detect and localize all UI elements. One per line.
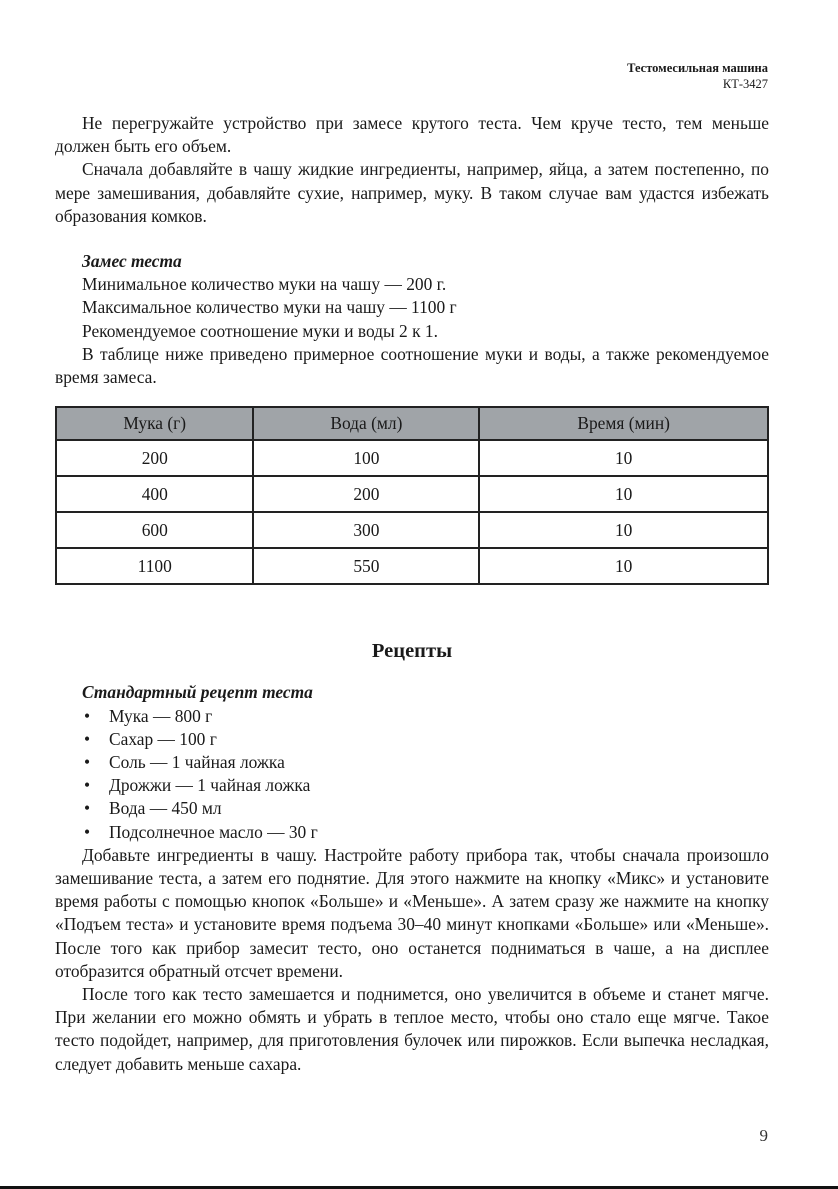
recipe-paragraph-1: Добавьте ингредиенты в чашу. Настройте работу прибора так, чтобы сначала произошло замешивание теста, а затем его поднятие. Для этого нажмите на кнопку «Микс» и установите время работы с помощью кнопок «Больше» и «Меньше». А затем сразу же нажмите на кнопку «Подъем теста» и установите время подъема 30–40 минут кнопками «Больше» или «Меньше». После того как прибор замесит тесто, оно останется подниматься в чаше, а на дисплее отобразится обратный отсчет времени. [55,844,769,981]
running-header [627,60,768,92]
table-row [56,512,768,548]
bullet-icon: • [84,752,91,773]
ingredients-list [55,705,769,844]
list-item [82,797,769,820]
table-header-row [56,407,768,440]
intro-paragraph-1: Не перегружайте устройство при замесе крутого теста. Чем круче тесто, тем меньше должен быть его объем. [55,113,769,157]
table-row [56,548,768,584]
intro-paragraph-2: Сначала добавляйте в чашу жидкие ингредиенты, например, яйца, а затем постепенно, по мере замешивания, добавляйте сухие, например, муку. В таком случае вам удастся избежать образования комков. [55,159,769,226]
list-item [82,821,769,844]
cell-water: 300 [253,512,479,548]
kneading-ratio: Рекомендуемое соотношение муки и воды 2 к 1. [82,320,438,341]
kneading-subheading: Замес теста [82,251,182,272]
header-model: КТ-3427 [722,77,768,91]
bullet-icon: • [84,821,91,842]
page-content [55,112,769,1076]
cell-flour: 400 [56,476,253,512]
ingredient-text: Подсолнечное масло — 30 г [109,821,318,842]
cell-water: 100 [253,440,479,476]
list-item [82,705,769,728]
bullet-icon: • [84,728,91,749]
header-title: Тестомесильная машина [627,61,768,75]
cell-water: 550 [253,548,479,584]
flour-water-table [55,406,769,585]
bullet-icon: • [84,775,91,796]
bullet-icon: • [84,705,91,726]
ingredient-text: Мука — 800 г [109,705,213,726]
recipe-paragraph-2: После того как тесто замешается и поднимется, оно увеличится в объеме и станет мягче. При желании его можно обмять и убрать в теплое место, чтобы оно стало еще мягче. Такое тесто подойдет, например, для приготовления булочек или пирожков. Если выпечка несладкая, следует добавить меньше сахара. [55,984,769,1074]
cell-flour: 200 [56,440,253,476]
kneading-min-flour: Минимальное количество муки на чашу — 200 г. [82,274,447,295]
cell-time: 10 [479,440,768,476]
column-header-water: Вода (мл) [253,407,479,440]
table-row [56,476,768,512]
section-title-recipes: Рецепты [371,640,453,663]
kneading-max-flour: Максимальное количество муки на чашу — 1100 г [82,297,457,318]
list-item [82,751,769,774]
recipe-subheading: Стандартный рецепт теста [82,682,313,703]
cell-flour: 600 [56,512,253,548]
cell-water: 200 [253,476,479,512]
ingredient-text: Соль — 1 чайная ложка [109,752,285,773]
cell-flour: 1100 [56,548,253,584]
list-item [82,728,769,751]
column-header-time: Время (мин) [479,407,768,440]
ingredient-text: Сахар — 100 г [109,728,217,749]
page-number: 9 [759,1126,768,1145]
list-item [82,774,769,797]
cell-time: 10 [479,476,768,512]
column-header-flour: Мука (г) [56,407,253,440]
bullet-icon: • [84,798,91,819]
table-intro-paragraph: В таблице ниже приведено примерное соотношение муки и воды, а также рекомендуемое время замеса. [55,343,769,388]
ingredient-text: Вода — 450 мл [109,798,222,819]
ingredient-text: Дрожжи — 1 чайная ложка [109,775,311,796]
cell-time: 10 [479,548,768,584]
table-row [56,440,768,476]
cell-time: 10 [479,512,768,548]
